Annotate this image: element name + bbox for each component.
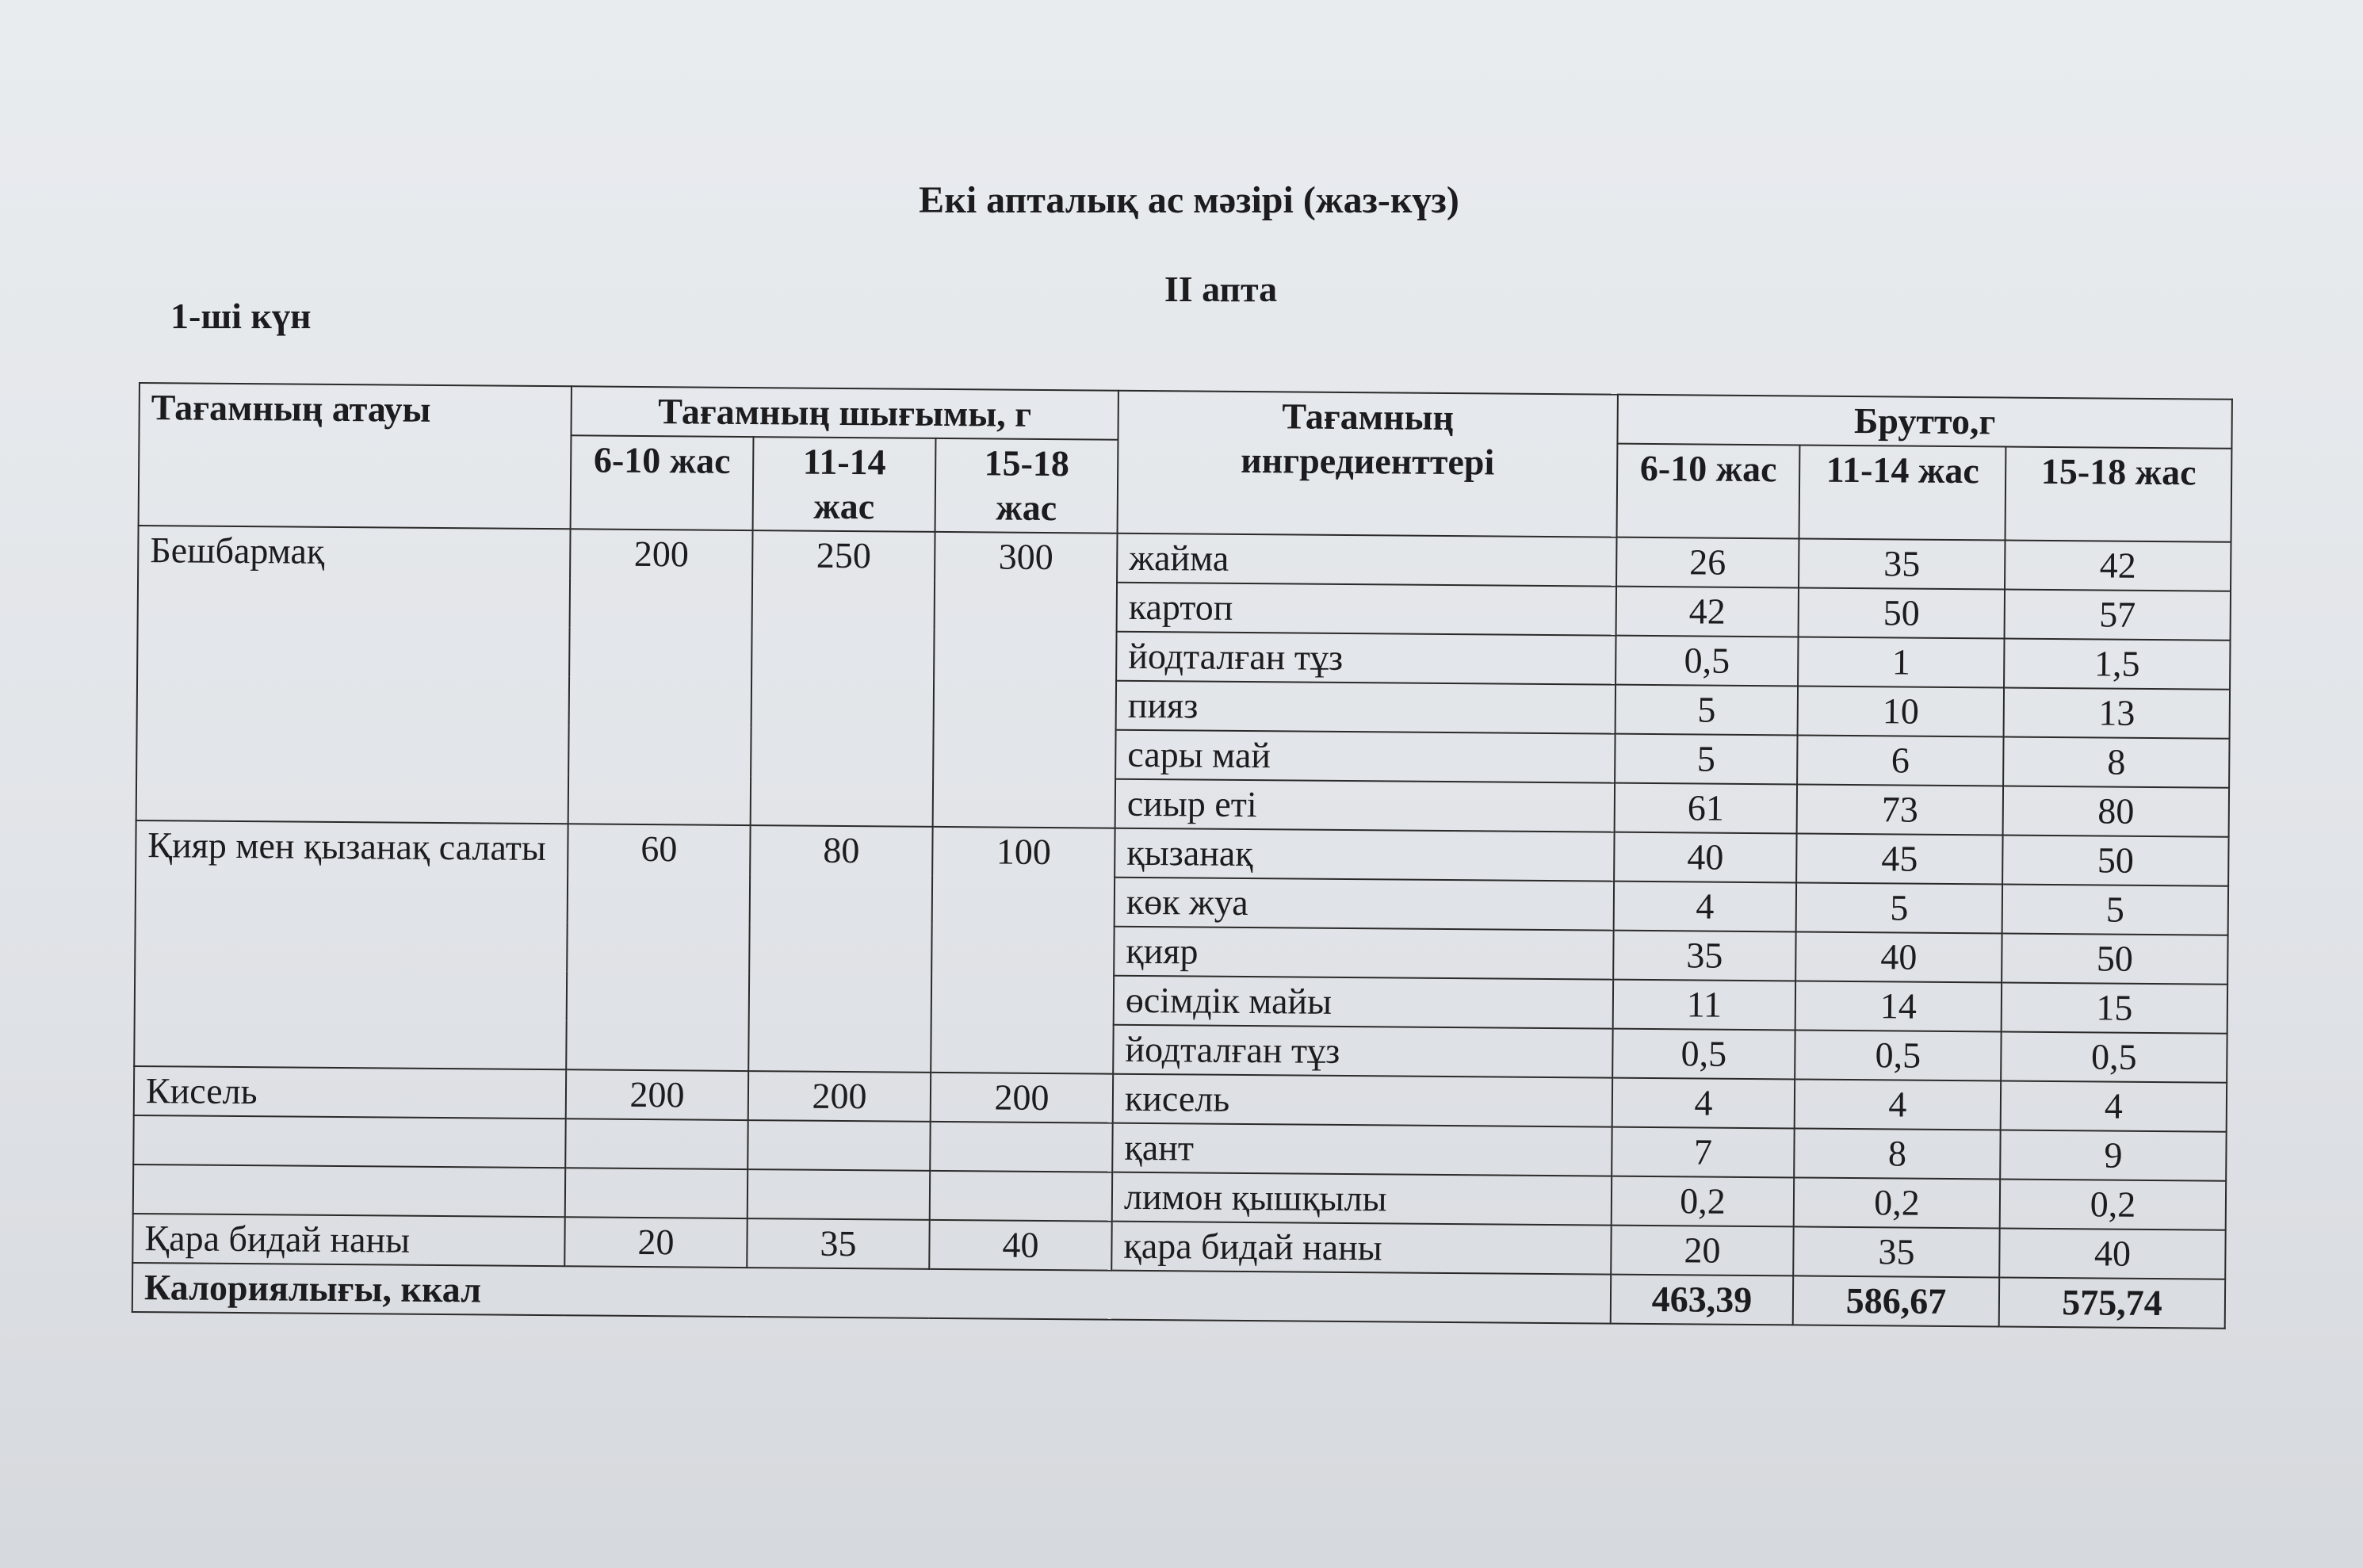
ingredient-name: лимон қышқылы: [1112, 1172, 1612, 1226]
brutto-value: 0,2: [1612, 1176, 1794, 1227]
brutto-value: 9: [2000, 1130, 2226, 1180]
ingredient-name: йодталған тұз: [1113, 1025, 1612, 1078]
ingredient-name: пияз: [1116, 681, 1615, 734]
dish-yield: 35: [747, 1218, 929, 1269]
ingredient-name: қара бидай наны: [1111, 1222, 1611, 1275]
ingredients-header-line2: ингредиенттері: [1241, 439, 1495, 483]
empty-cell: [930, 1122, 1112, 1172]
brutto-value: 35: [1793, 1226, 1999, 1277]
ingredient-name: йодталған тұз: [1116, 632, 1615, 685]
brutto-value: 15: [2002, 982, 2227, 1033]
empty-cell: [565, 1119, 748, 1169]
brutto-value: 0,2: [1794, 1177, 2000, 1228]
brutto-value: 5: [1615, 734, 1797, 785]
calories-value: 463,39: [1611, 1275, 1793, 1325]
dish-yield: 100: [931, 827, 1115, 1074]
brutto-value: 6: [1797, 735, 2003, 786]
brutto-value: 10: [1798, 686, 2004, 736]
brutto-value: 8: [1794, 1128, 2000, 1179]
ingredients-header-line1: Тағамның: [1282, 396, 1455, 438]
brutto-value: 5: [2002, 884, 2228, 935]
dish-yield: 200: [931, 1073, 1113, 1123]
yield-age-11-14-bottom: жас: [813, 485, 875, 527]
brutto-value: 35: [1799, 538, 2005, 589]
yield-age-6-10: 6-10 жас: [571, 435, 754, 530]
yield-age-15-18-bottom: жас: [996, 487, 1057, 529]
dish-yield: 250: [751, 530, 935, 827]
calories-value: 586,67: [1793, 1275, 1999, 1326]
day-label: 1-ші күн: [170, 296, 312, 336]
brutto-value: 4: [1795, 1079, 2001, 1130]
dish-yield: 40: [929, 1220, 1111, 1271]
brutto-value: 57: [2005, 589, 2231, 640]
brutto-value: 0,5: [2001, 1031, 2227, 1082]
brutto-value: 50: [2002, 933, 2227, 984]
brutto-value: 61: [1615, 783, 1797, 834]
brutto-value: 0,2: [2000, 1179, 2226, 1230]
empty-cell: [748, 1169, 930, 1220]
yield-header: Тағамның шығымы, г: [571, 386, 1118, 439]
ingredient-name: өсімдік майы: [1114, 976, 1613, 1029]
ingredient-name: жайма: [1117, 534, 1616, 587]
brutto-value: 14: [1795, 981, 2002, 1031]
brutto-value: 45: [1796, 833, 2002, 884]
brutto-value: 13: [2004, 687, 2230, 738]
brutto-value: 11: [1613, 980, 1795, 1031]
brutto-value: 0,5: [1612, 1029, 1795, 1080]
dish-yield: 200: [566, 1069, 748, 1120]
brutto-value: 40: [1614, 832, 1796, 883]
ingredient-name: кисель: [1113, 1074, 1612, 1127]
ingredient-name: сиыр еті: [1115, 779, 1615, 832]
week-label: II апта: [1164, 269, 1278, 309]
ingredient-name: сары май: [1115, 730, 1615, 783]
dish-yield: 300: [933, 532, 1118, 828]
dish-yield: 60: [566, 824, 750, 1071]
brutto-header: Брутто,г: [1617, 395, 2231, 449]
brutto-value: 40: [1999, 1228, 2225, 1279]
brutto-value: 4: [1614, 882, 1796, 932]
empty-cell: [133, 1165, 565, 1217]
brutto-value: 35: [1613, 931, 1795, 981]
page-title: Екі апталық ас мәзірі (жаз-күз): [919, 179, 1459, 221]
brutto-age-6-10: 6-10 жас: [1617, 444, 1800, 539]
ingredient-name: көк жуа: [1115, 878, 1614, 931]
brutto-value: 26: [1616, 537, 1799, 588]
empty-cell: [565, 1168, 748, 1218]
dish-yield: 80: [748, 825, 932, 1073]
brutto-value: 4: [2001, 1080, 2227, 1131]
dish-name: Қияр мен қызанақ салаты: [134, 820, 568, 1069]
yield-age-11-14-top: 11-14: [802, 441, 886, 483]
yield-age-15-18: [935, 438, 1118, 534]
brutto-value: 7: [1612, 1127, 1794, 1178]
empty-cell: [133, 1115, 565, 1168]
brutto-value: 50: [2002, 835, 2228, 885]
brutto-value: 0,5: [1615, 636, 1798, 686]
ingredient-name: қызанақ: [1115, 828, 1614, 882]
menu-table: [132, 382, 2233, 1329]
brutto-value: 42: [1616, 587, 1799, 637]
empty-cell: [930, 1171, 1112, 1222]
brutto-value: 5: [1796, 882, 2002, 933]
calories-label: Калориялығы, ккал: [132, 1263, 1611, 1324]
brutto-value: 20: [1611, 1226, 1793, 1276]
ingredients-header: [1118, 391, 1618, 537]
ingredient-name: қияр: [1114, 927, 1613, 980]
yield-age-15-18-top: 15-18: [984, 442, 1070, 484]
brutto-value: 8: [2003, 736, 2229, 787]
calories-value: 575,74: [1999, 1277, 2225, 1328]
brutto-value: 4: [1612, 1078, 1795, 1129]
yield-age-11-14: [753, 437, 936, 532]
brutto-value: 50: [1799, 587, 2005, 638]
dish-yield: 20: [564, 1217, 747, 1268]
brutto-age-15-18: 15-18 жас: [2005, 447, 2232, 542]
brutto-value: 73: [1797, 784, 2003, 835]
dish-yield: 200: [748, 1071, 931, 1122]
brutto-value: 5: [1615, 685, 1798, 736]
brutto-value: 1: [1798, 637, 2004, 687]
brutto-age-11-14: 11-14 жас: [1799, 445, 2006, 540]
dish-name-header: Тағамның атауы: [139, 383, 572, 529]
header-row-1: [140, 383, 2232, 449]
dish-yield: 200: [568, 529, 753, 825]
dish-name: Кисель: [134, 1066, 566, 1119]
ingredient-name: картоп: [1117, 583, 1616, 636]
empty-cell: [748, 1120, 930, 1171]
brutto-value: 80: [2003, 786, 2229, 836]
brutto-value: 0,5: [1795, 1030, 2001, 1080]
brutto-value: 1,5: [2004, 638, 2230, 689]
brutto-value: 40: [1795, 931, 2002, 982]
brutto-value: 42: [2005, 540, 2231, 591]
dish-name: Қара бидай наны: [132, 1214, 564, 1266]
dish-name: Бешбармақ: [136, 526, 571, 824]
ingredient-name: қант: [1112, 1123, 1612, 1176]
